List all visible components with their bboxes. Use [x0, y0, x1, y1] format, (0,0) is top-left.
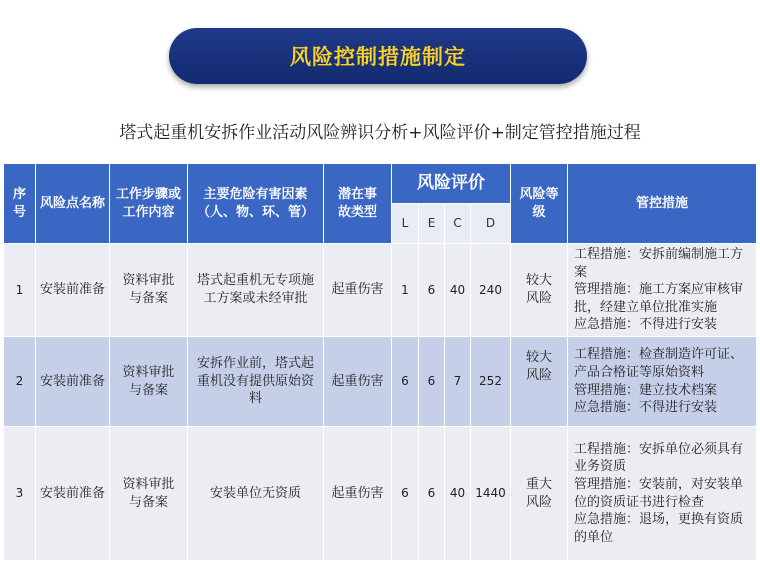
cell-d: 252	[471, 337, 511, 427]
cell-accident: 起重伤害	[324, 244, 392, 337]
measure-engineering: 工程措施：安拆单位必须具有业务资质	[574, 441, 744, 475]
cell-step: 资料审批与备案	[110, 244, 188, 337]
cell-level: 较大风险	[511, 337, 568, 427]
cell-measures	[568, 427, 757, 561]
header-hazard: 主要危险有害因素（人、物、环、管）	[188, 164, 324, 244]
header-evaluation: 风险评价	[392, 164, 511, 204]
measure-emergency: 应急措施：退场，更换有资质的单位	[574, 512, 744, 545]
cell-hazard: 安装单位无资质	[188, 427, 324, 561]
cell-c: 40	[445, 427, 471, 561]
cell-step: 资料审批与备案	[110, 337, 188, 427]
cell-c: 7	[445, 337, 471, 427]
cell-level: 重大风险	[511, 427, 568, 561]
cell-l: 1	[392, 244, 419, 337]
subtitle: 塔式起重机安拆作业活动风险辨识分析+风险评价+制定管控措施过程	[119, 123, 641, 143]
cell-seq: 3	[4, 427, 36, 561]
measure-management: 管理措施：施工方案应审核审批，经建立单位批准实施	[574, 282, 744, 315]
header-seq: 序号	[4, 164, 36, 244]
header-l: L	[392, 204, 419, 244]
cell-hazard: 塔式起重机无专项施工方案或未经审批	[188, 244, 324, 337]
table-row	[4, 244, 757, 337]
cell-step: 资料审批与备案	[110, 427, 188, 561]
cell-d: 240	[471, 244, 511, 337]
measure-management: 管理措施：建立技术档案	[574, 382, 718, 398]
header-measures: 管控措施	[568, 164, 757, 244]
measure-engineering: 工程措施：检查制造许可证、产品合格证等原始资料	[574, 347, 744, 380]
header-accident: 潜在事故类型	[324, 164, 392, 244]
banner-title: 风险控制措施制定	[290, 45, 466, 69]
header-level: 风险等级	[511, 164, 568, 244]
cell-e: 6	[419, 244, 445, 337]
risk-table	[3, 163, 757, 561]
cell-accident: 起重伤害	[324, 427, 392, 561]
header-point: 风险点名称	[36, 164, 110, 244]
cell-measures	[568, 244, 757, 337]
header-d: D	[471, 204, 511, 244]
cell-d: 1440	[471, 427, 511, 561]
cell-point: 安装前准备	[36, 244, 110, 337]
cell-measures	[568, 337, 757, 427]
cell-l: 6	[392, 427, 419, 561]
measure-emergency: 应急措施：不得进行安装	[574, 400, 718, 416]
measure-emergency: 应急措施：不得进行安装	[574, 317, 718, 333]
cell-seq: 1	[4, 244, 36, 337]
header-step: 工作步骤或工作内容	[110, 164, 188, 244]
cell-point: 安装前准备	[36, 337, 110, 427]
header-e: E	[419, 204, 445, 244]
cell-hazard: 安拆作业前，塔式起重机没有提供原始资料	[188, 337, 324, 427]
cell-accident: 起重伤害	[324, 337, 392, 427]
cell-e: 6	[419, 427, 445, 561]
cell-seq: 2	[4, 337, 36, 427]
table-row	[4, 337, 757, 427]
measure-engineering: 工程措施：安拆前编制施工方案	[574, 247, 744, 280]
header-c: C	[445, 204, 471, 244]
cell-c: 40	[445, 244, 471, 337]
measure-management: 管理措施：安装前，对安装单位的资质证书进行检查	[574, 476, 744, 510]
title-banner	[169, 28, 587, 84]
cell-l: 6	[392, 337, 419, 427]
cell-point: 安装前准备	[36, 427, 110, 561]
cell-level: 较大风险	[511, 244, 568, 337]
cell-e: 6	[419, 337, 445, 427]
table-row	[4, 427, 757, 561]
